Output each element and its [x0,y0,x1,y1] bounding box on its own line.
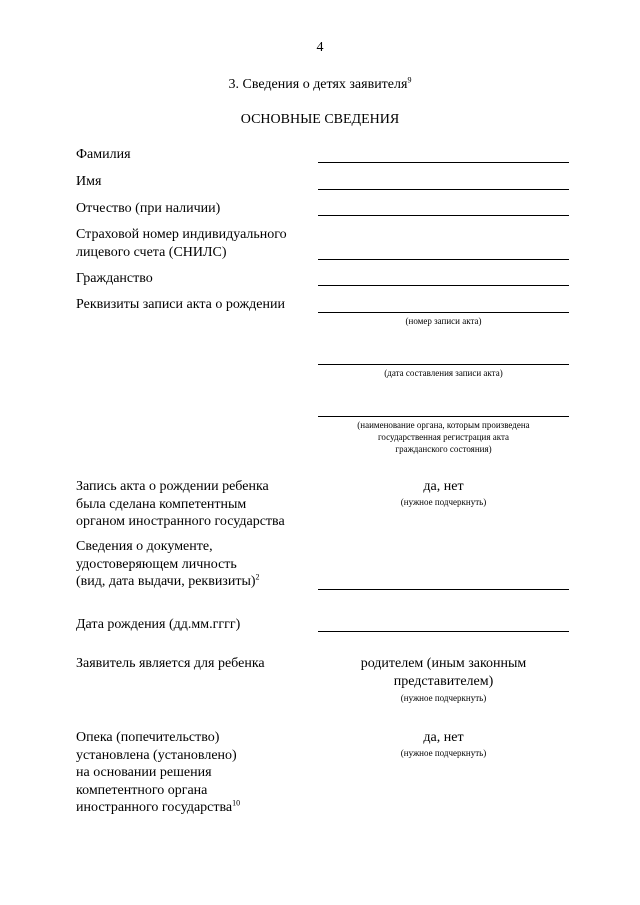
surname-field[interactable] [318,162,569,163]
section-title-text: 3. Сведения о детях заявителя [228,77,408,92]
snils-field[interactable] [318,259,569,260]
guardianship-label-line2: установлена (установлено) [76,747,237,763]
foreign-record-hint: (нужное подчеркнуть) [400,497,487,507]
page-number: 4 [316,40,324,55]
record-number-field[interactable] [318,312,569,313]
foreign-record-label [76,478,316,531]
identity-doc-label-line3-text: (вид, дата выдачи, реквизиты) [76,574,256,589]
guardianship-hint: (нужное подчеркнуть) [400,748,487,758]
patronymic-field[interactable] [318,215,569,216]
surname-label: Фамилия [76,147,131,162]
name-label: Имя [76,174,102,189]
guardianship-answer[interactable]: да, нет [423,730,464,745]
record-date-field[interactable] [318,364,569,365]
birth-record-label: Реквизиты записи акта о рождении [76,297,285,312]
relation-hint: (нужное подчеркнуть) [400,693,487,703]
authority-caption-line2: государственная регистрация акта [377,432,510,442]
section-footnote: 9 [407,75,412,85]
identity-doc-label-line1: Сведения о документе, [76,539,213,554]
foreign-record-label-line3: органом иностранного государства [76,514,285,529]
authority-field[interactable] [318,416,569,417]
authority-caption-line3: гражданского состояния) [395,444,492,454]
record-number-caption: (номер записи акта) [405,316,482,326]
citizenship-label: Гражданство [76,271,153,286]
foreign-record-answer[interactable]: да, нет [423,479,464,494]
guardianship-label-line5 [76,799,316,817]
patronymic-label: Отчество (при наличии) [76,201,221,216]
identity-doc-label [76,538,316,591]
birth-date-label: Дата рождения (дд.мм.гггг) [76,617,241,632]
snils-label-line2: лицевого счета (СНИЛС) [76,244,227,260]
snils-label [76,226,316,261]
relation-answer[interactable] [318,655,569,690]
page-heading: ОСНОВНЫЕ СВЕДЕНИЯ [240,112,400,127]
guardianship-label-line1: Опека (попечительство) [76,730,220,745]
identity-doc-field[interactable] [318,589,569,590]
relation-answer-line1: родителем (иным законным [360,656,527,671]
authority-caption-line1: (наименование органа, которым произведена [357,420,530,430]
relation-label: Заявитель является для ребенка [76,656,265,671]
identity-doc-footnote: 2 [255,572,260,582]
authority-caption [318,419,569,455]
relation-answer-line2: представителем) [393,673,494,689]
snils-label-line1: Страховой номер индивидуального [76,227,287,242]
citizenship-field[interactable] [318,285,569,286]
guardianship-label [76,729,316,817]
identity-doc-label-line3 [76,573,316,591]
birth-date-field[interactable] [318,631,569,632]
guardianship-label-line4: компетентного органа [76,782,208,798]
record-date-caption: (дата составления записи акта) [384,368,503,378]
foreign-record-label-line1: Запись акта о рождении ребенка [76,479,269,494]
guardianship-label-line3: на основании решения [76,765,212,780]
foreign-record-label-line2: была сделана компетентным [76,496,247,512]
identity-doc-label-line2: удостоверяющем личность [76,556,237,572]
name-field[interactable] [318,189,569,190]
section-title [0,77,640,93]
guardianship-label-line5-text: иностранного государства [76,800,233,815]
guardianship-footnote: 10 [232,798,241,808]
